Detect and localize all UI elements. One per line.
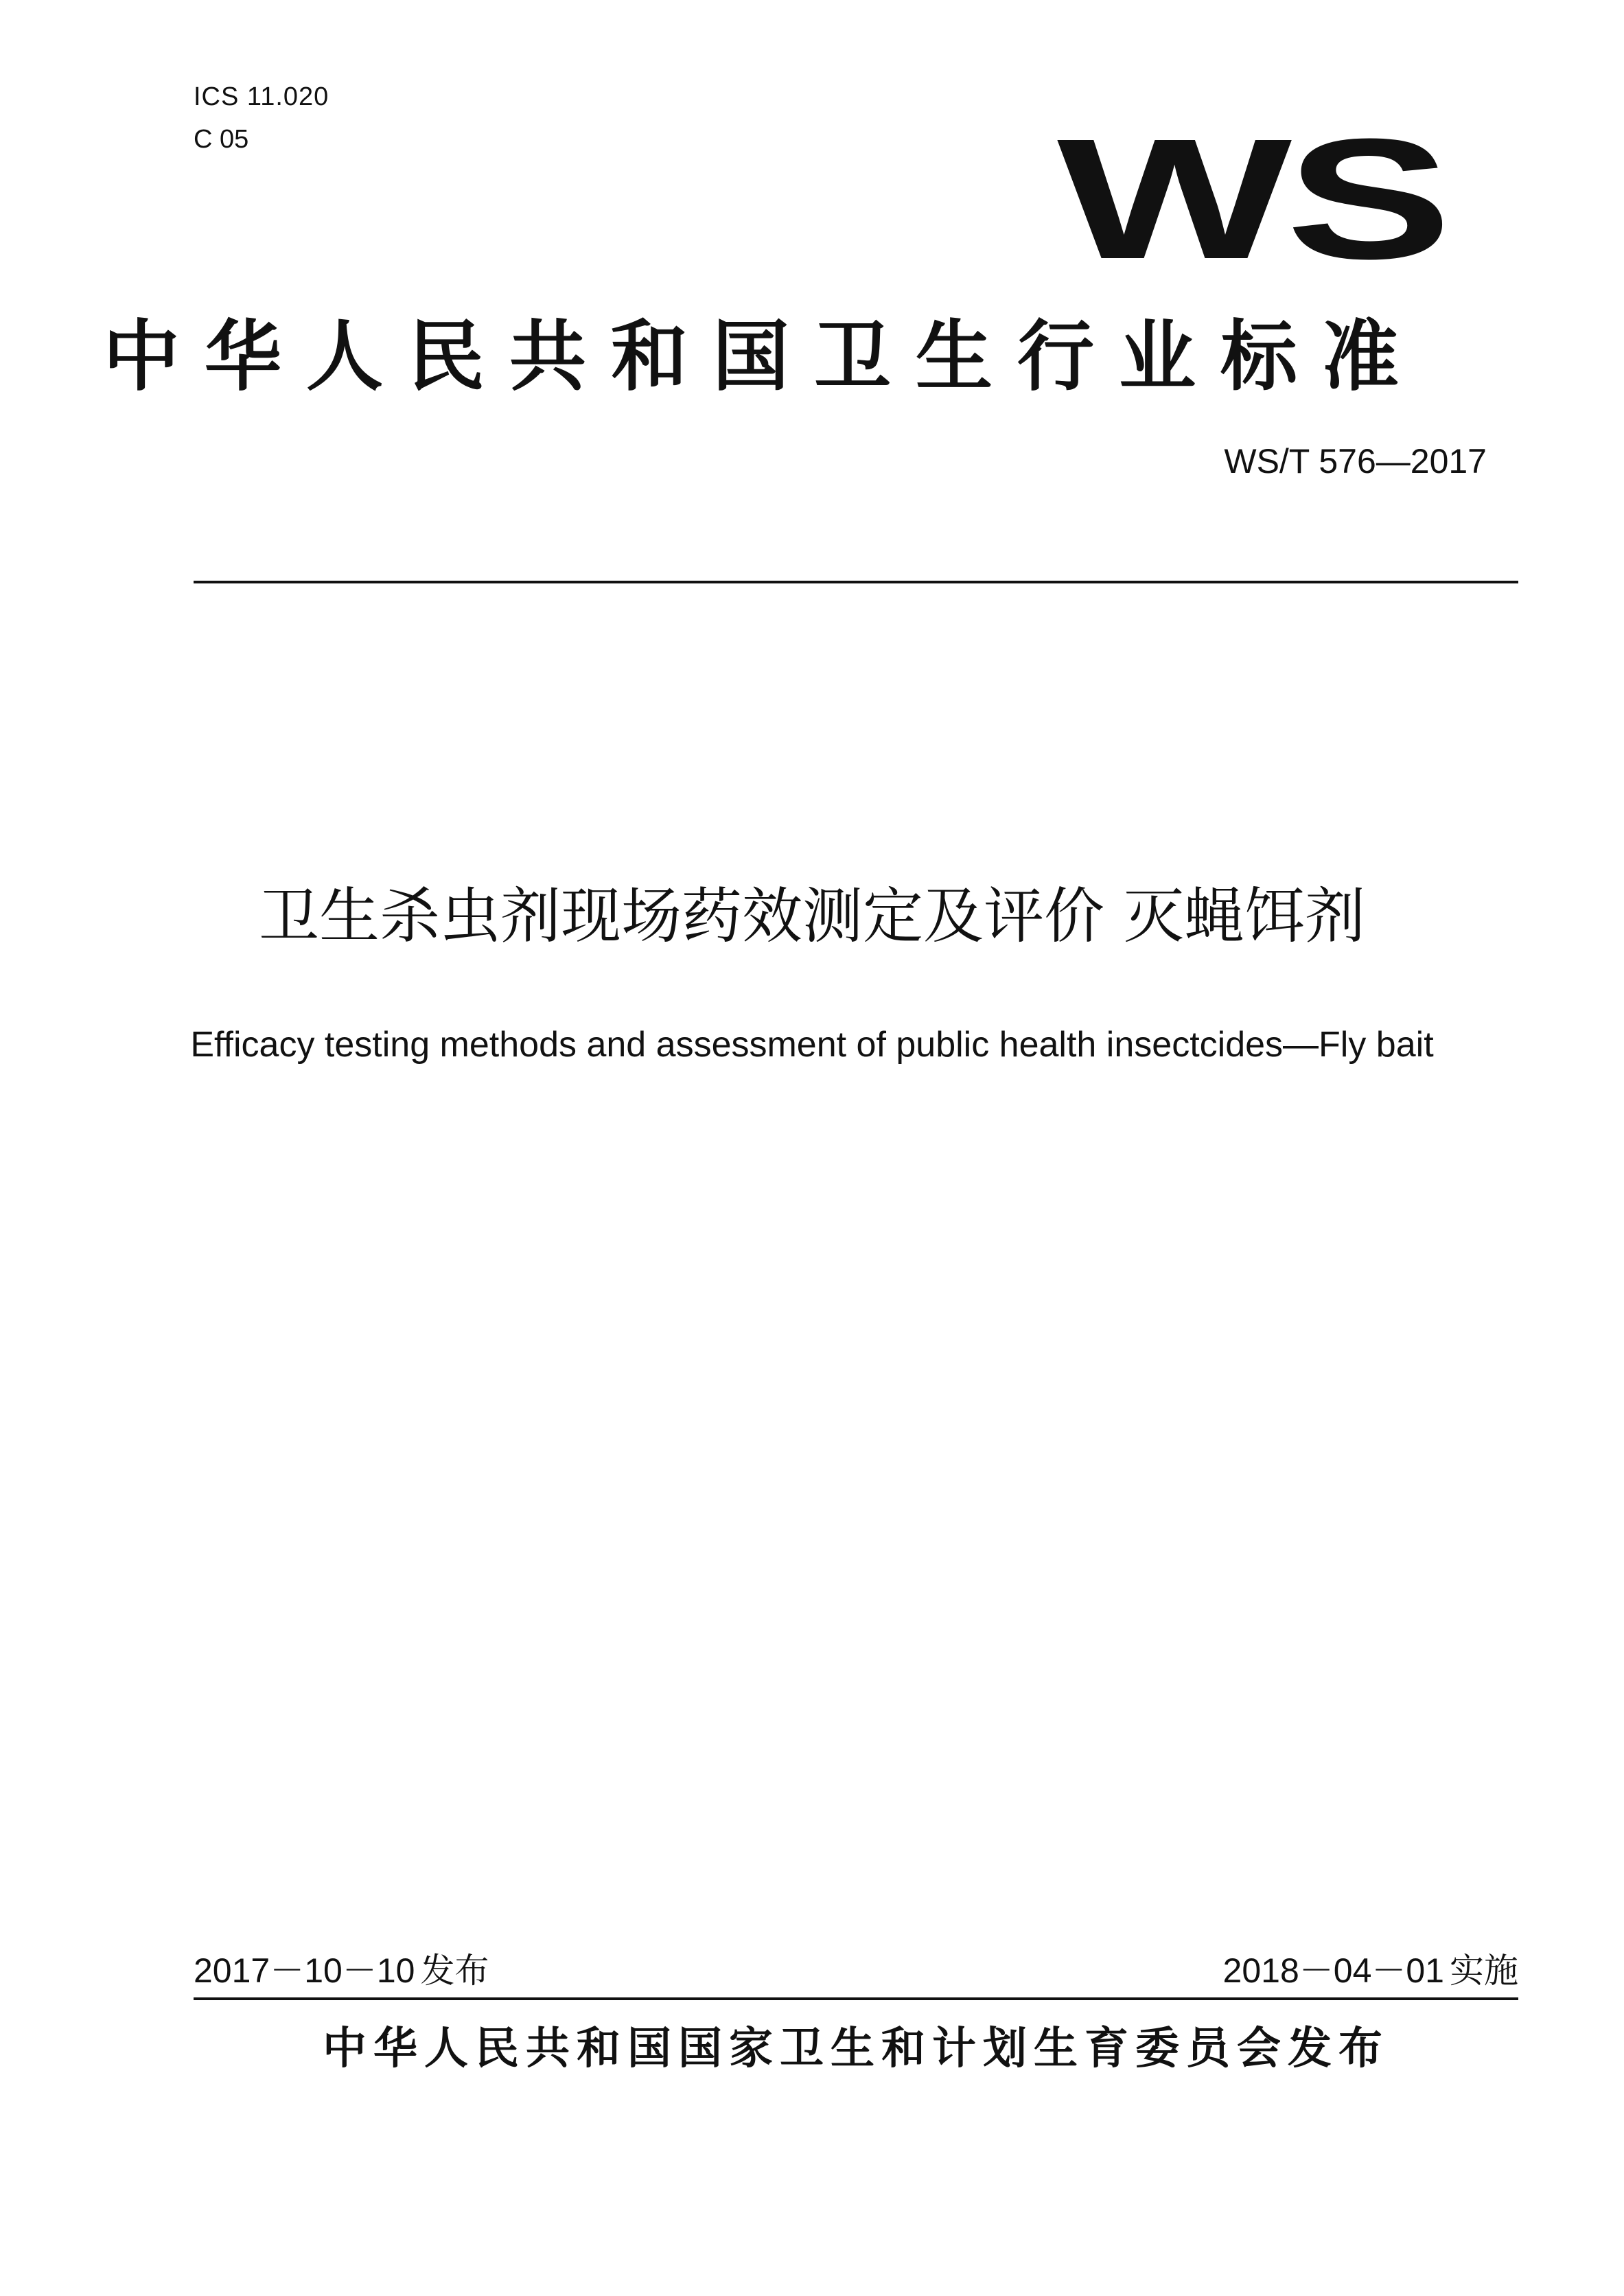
implement-date-block (1098, 1949, 1518, 1992)
standard-number: WS/T 576—2017 (1224, 442, 1487, 480)
top-divider (194, 581, 1518, 583)
implement-label: 实施 (1450, 1951, 1518, 1991)
issue-date-block (194, 1949, 489, 1992)
org-title: 中华人民共和国卫生行业标准 (103, 312, 1424, 402)
ics-code: ICS 11.020 (194, 82, 329, 111)
issue-label: 发布 (420, 1951, 489, 1991)
bottom-divider (194, 1997, 1518, 2000)
chinese-title: 卫生杀虫剂现场药效测定及评价 灭蝇饵剂 (259, 881, 1365, 951)
implement-date: 2018－04－01 (1222, 1951, 1444, 1990)
ws-logo: WS (1057, 103, 1446, 294)
issuer: 中华人民共和国国家卫生和计划生育委员会发布 (323, 2024, 1389, 2074)
issue-date: 2017－10－10 (194, 1951, 415, 1990)
english-title: Efficacy testing methods and assessment of public health insectcides—Fly bait (190, 1025, 1434, 1065)
ccs-code: C 05 (194, 125, 249, 154)
